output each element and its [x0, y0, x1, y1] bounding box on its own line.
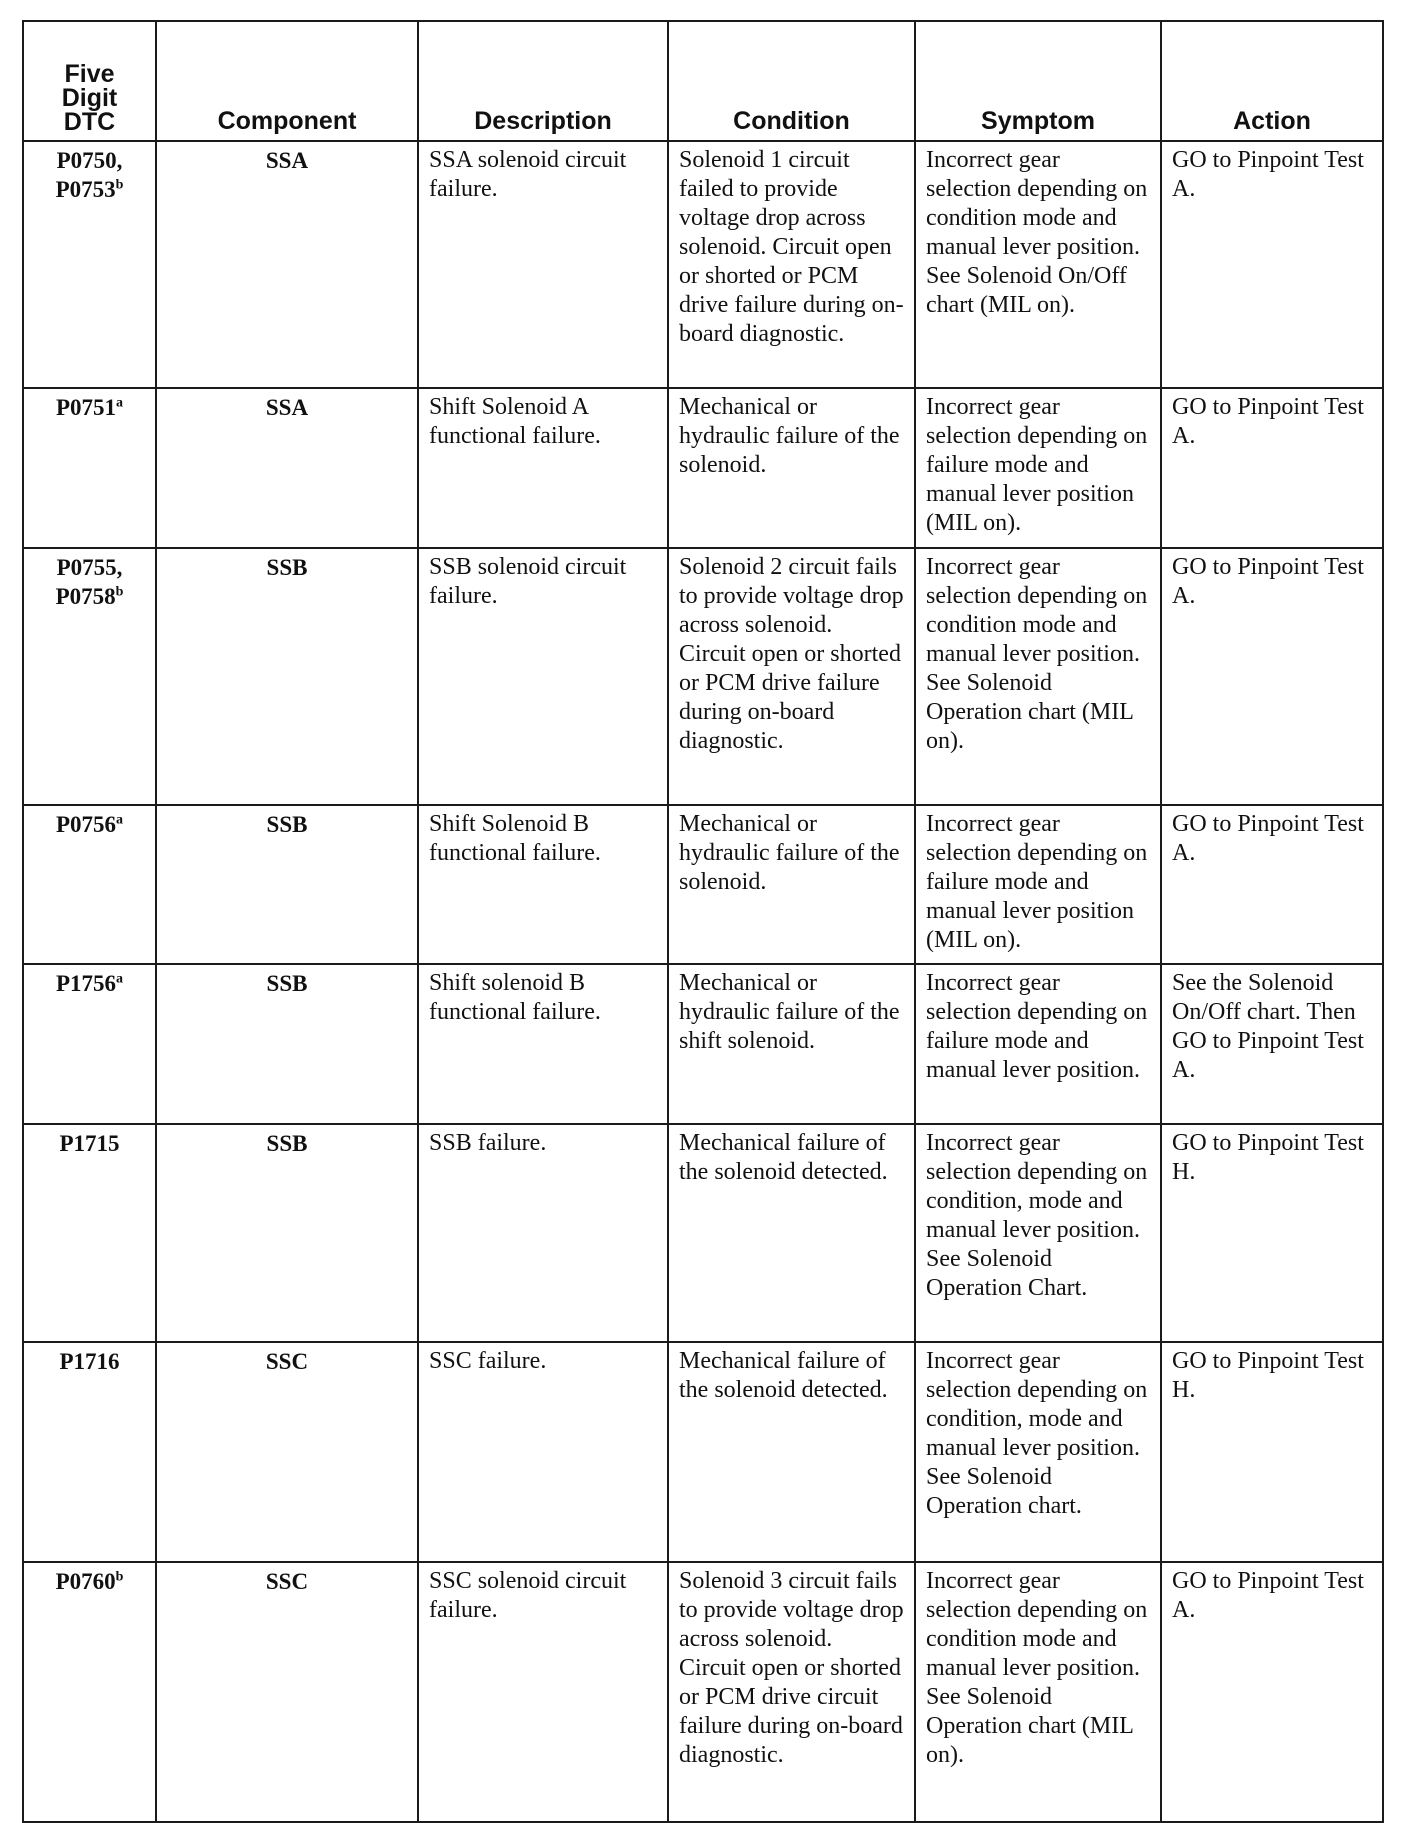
dtc-footnote-marker: b	[115, 177, 124, 193]
header-component: Component	[156, 21, 418, 141]
dtc-code-line	[34, 146, 145, 175]
dtc-code: P1756	[55, 971, 117, 996]
header-condition: Condition	[668, 21, 915, 141]
cell-symptom: Incorrect gear selection depending on condition mode and manual lever position. See Solenoid On/Off chart (MIL on).	[915, 141, 1161, 388]
cell-action: GO to Pinpoint Test H.	[1161, 1342, 1383, 1562]
cell-description: SSB solenoid circuit failure.	[418, 548, 668, 805]
header-dtc-line: DTC	[63, 108, 116, 136]
dtc-code: P0750,	[56, 148, 123, 173]
dtc-footnote-marker: a	[116, 395, 124, 411]
cell-dtc	[23, 388, 156, 548]
dtc-code: P0758	[55, 584, 116, 609]
cell-condition: Mechanical or hydraulic failure of the solenoid.	[668, 805, 915, 964]
cell-description: SSC solenoid circuit failure.	[418, 1562, 668, 1822]
dtc-code: P0756	[55, 812, 117, 837]
cell-component: SSC	[156, 1562, 418, 1822]
cell-description: Shift Solenoid B functional failure.	[418, 805, 668, 964]
cell-symptom: Incorrect gear selection depending on condition, mode and manual lever position. See Solenoid Operation chart.	[915, 1342, 1161, 1562]
cell-component: SSA	[156, 141, 418, 388]
cell-action: GO to Pinpoint Test A.	[1161, 805, 1383, 964]
dtc-code-line	[34, 969, 145, 998]
dtc-code-line	[34, 582, 145, 611]
dtc-footnote-marker: a	[116, 812, 124, 828]
cell-condition: Solenoid 3 circuit fails to provide voltage drop across solenoid. Circuit open or shorted or PCM drive circuit failure during on-board diagnostic.	[668, 1562, 915, 1822]
cell-condition: Solenoid 1 circuit failed to provide voltage drop across solenoid. Circuit open or shorted or PCM drive failure during on-board diagnostic.	[668, 141, 915, 388]
cell-dtc	[23, 1562, 156, 1822]
cell-symptom: Incorrect gear selection depending on condition, mode and manual lever position. See Solenoid Operation Chart.	[915, 1124, 1161, 1342]
table-row	[23, 964, 1383, 1124]
header-dtc-line: Digit	[61, 84, 118, 112]
header-action: Action	[1161, 21, 1383, 141]
dtc-code: P0760	[55, 1569, 116, 1594]
cell-symptom: Incorrect gear selection depending on condition mode and manual lever position. See Solenoid Operation chart (MIL on).	[915, 548, 1161, 805]
cell-component: SSB	[156, 548, 418, 805]
dtc-code-line	[34, 1129, 145, 1158]
dtc-code: P0753	[55, 177, 116, 202]
table-row	[23, 1124, 1383, 1342]
cell-dtc	[23, 964, 156, 1124]
cell-dtc	[23, 1124, 156, 1342]
header-dtc-line: Five	[64, 60, 115, 88]
cell-component: SSB	[156, 805, 418, 964]
dtc-code: P1716	[59, 1349, 120, 1374]
table-row	[23, 1342, 1383, 1562]
cell-description: SSA solenoid circuit failure.	[418, 141, 668, 388]
cell-description: SSB failure.	[418, 1124, 668, 1342]
dtc-table-container	[22, 20, 1382, 1823]
dtc-code-line	[34, 175, 145, 204]
cell-action: See the Solenoid On/Off chart. Then GO to Pinpoint Test A.	[1161, 964, 1383, 1124]
dtc-code-line	[34, 810, 145, 839]
cell-component: SSC	[156, 1342, 418, 1562]
cell-condition: Mechanical or hydraulic failure of the solenoid.	[668, 388, 915, 548]
dtc-code-line	[34, 393, 145, 422]
cell-dtc	[23, 1342, 156, 1562]
dtc-code: P0751	[55, 395, 117, 420]
cell-action: GO to Pinpoint Test A.	[1161, 388, 1383, 548]
cell-action: GO to Pinpoint Test A.	[1161, 548, 1383, 805]
header-description: Description	[418, 21, 668, 141]
cell-action: GO to Pinpoint Test H.	[1161, 1124, 1383, 1342]
dtc-code-line	[34, 1567, 145, 1596]
dtc-code: P1715	[59, 1131, 120, 1156]
dtc-table	[22, 20, 1384, 1823]
header-row	[23, 21, 1383, 141]
table-row	[23, 141, 1383, 388]
table-row	[23, 388, 1383, 548]
cell-symptom: Incorrect gear selection depending on failure mode and manual lever position (MIL on).	[915, 805, 1161, 964]
dtc-code-line	[34, 1347, 145, 1376]
cell-condition: Solenoid 2 circuit fails to provide voltage drop across solenoid. Circuit open or shorted or PCM drive failure during on-board diagnostic.	[668, 548, 915, 805]
table-row	[23, 1562, 1383, 1822]
cell-condition: Mechanical or hydraulic failure of the shift solenoid.	[668, 964, 915, 1124]
cell-symptom: Incorrect gear selection depending on failure mode and manual lever position.	[915, 964, 1161, 1124]
cell-condition: Mechanical failure of the solenoid detected.	[668, 1124, 915, 1342]
cell-symptom: Incorrect gear selection depending on failure mode and manual lever position (MIL on).	[915, 388, 1161, 548]
table-row	[23, 548, 1383, 805]
cell-condition: Mechanical failure of the solenoid detected.	[668, 1342, 915, 1562]
cell-dtc	[23, 548, 156, 805]
cell-component: SSB	[156, 964, 418, 1124]
cell-symptom: Incorrect gear selection depending on condition mode and manual lever position. See Solenoid Operation chart (MIL on).	[915, 1562, 1161, 1822]
dtc-code: P0755,	[56, 555, 123, 580]
header-dtc	[23, 21, 156, 141]
dtc-footnote-marker: b	[115, 1569, 124, 1585]
table-row	[23, 805, 1383, 964]
dtc-footnote-marker: b	[115, 584, 124, 600]
dtc-code-line	[34, 553, 145, 582]
cell-action: GO to Pinpoint Test A.	[1161, 1562, 1383, 1822]
cell-dtc	[23, 805, 156, 964]
cell-action: GO to Pinpoint Test A.	[1161, 141, 1383, 388]
cell-description: SSC failure.	[418, 1342, 668, 1562]
header-symptom: Symptom	[915, 21, 1161, 141]
dtc-footnote-marker: a	[116, 971, 124, 987]
cell-dtc	[23, 141, 156, 388]
cell-description: Shift Solenoid A functional failure.	[418, 388, 668, 548]
cell-component: SSA	[156, 388, 418, 548]
cell-component: SSB	[156, 1124, 418, 1342]
cell-description: Shift solenoid B functional failure.	[418, 964, 668, 1124]
